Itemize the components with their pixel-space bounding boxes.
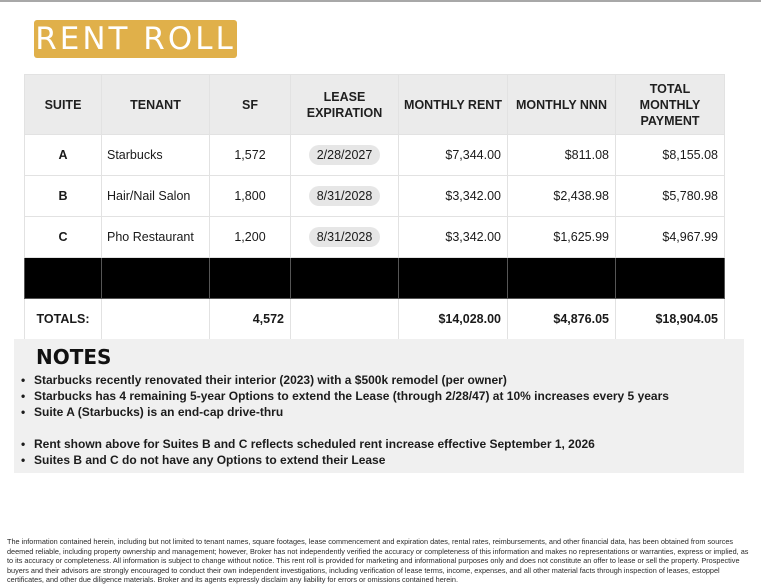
separator-cell — [102, 258, 210, 299]
header-total-monthly-payment: TOTAL MONTHLY PAYMENT — [616, 75, 725, 135]
separator-row — [25, 258, 725, 299]
rent-cell: $3,342.00 — [399, 217, 508, 258]
table-row — [25, 135, 725, 176]
total-cell: $5,780.98 — [616, 176, 725, 217]
totals-expiration-empty — [291, 299, 399, 340]
sf-cell: 1,200 — [210, 217, 291, 258]
totals-row — [25, 299, 725, 340]
separator-cell — [399, 258, 508, 299]
suite-cell: A — [25, 135, 102, 176]
table-row — [25, 176, 725, 217]
bullet-icon: • — [21, 373, 26, 387]
expiration-cell — [291, 176, 399, 217]
notes-panel — [14, 339, 744, 473]
nnn-cell: $2,438.98 — [508, 176, 616, 217]
notes-list — [20, 372, 669, 468]
note-text: Rent shown above for Suites B and C reflects scheduled rent increase effective September 1, 2026 — [34, 437, 595, 451]
note-text: Starbucks has 4 remaining 5-year Options to extend the Lease (through 2/28/47) at 10% increases every 5 years — [34, 389, 669, 403]
expiration-pill: 8/31/2028 — [309, 186, 381, 206]
header-suite: SUITE — [25, 75, 102, 135]
note-item — [20, 372, 669, 388]
note-spacer — [20, 420, 669, 436]
notes-heading: NOTES — [36, 345, 112, 369]
separator-cell — [616, 258, 725, 299]
note-item — [20, 404, 669, 420]
sf-cell: 1,800 — [210, 176, 291, 217]
totals-tenant-empty — [102, 299, 210, 340]
total-cell: $4,967.99 — [616, 217, 725, 258]
bullet-icon: • — [21, 453, 26, 467]
top-divider — [0, 0, 761, 2]
bullet-icon: • — [21, 437, 26, 451]
disclaimer-text: The information contained herein, including but not limited to tenant names, square footages, lease commencement and expiration dates, rental rates, reimbursements, and other financial data, has been obtained from sources deemed reliable, including property ownership and management; however, Broker has not independently verified the accuracy or completeness of this information and makes no representations or warranties, express or implied, as to its accuracy or completeness. All information is subject to change without notice. This rent roll is provided for marketing and informational purposes only and does not constitute an offer to lease or sell the property. Prospective buyers and their advisors are strongly encouraged to conduct their own independent investigations, including verification of lease terms, income, expenses, and all other material facts through inspection of leases, estoppel certificates, and other due diligence materials. Broker and its agents expressly disclaim any liability for errors or omissions contained herein. — [7, 537, 749, 585]
sf-cell: 1,572 — [210, 135, 291, 176]
totals-nnn: $4,876.05 — [508, 299, 616, 340]
note-text: Suite A (Starbucks) is an end-cap drive-thru — [34, 405, 284, 419]
table-header-row — [25, 75, 725, 135]
separator-cell — [508, 258, 616, 299]
note-item — [20, 388, 669, 404]
header-sf: SF — [210, 75, 291, 135]
note-text: Starbucks recently renovated their interior (2023) with a $500k remodel (per owner) — [34, 373, 507, 387]
bullet-icon: • — [21, 405, 26, 419]
rent-roll-table — [24, 74, 725, 340]
totals-sf: 4,572 — [210, 299, 291, 340]
totals-total: $18,904.05 — [616, 299, 725, 340]
note-text: Suites B and C do not have any Options to extend their Lease — [34, 453, 386, 467]
note-item — [20, 436, 669, 452]
separator-cell — [210, 258, 291, 299]
totals-rent: $14,028.00 — [399, 299, 508, 340]
note-item — [20, 452, 669, 468]
bullet-icon: • — [21, 389, 26, 403]
tenant-cell: Starbucks — [102, 135, 210, 176]
header-monthly-rent: MONTHLY RENT — [399, 75, 508, 135]
tenant-cell: Pho Restaurant — [102, 217, 210, 258]
rent-cell: $7,344.00 — [399, 135, 508, 176]
tenant-cell: Hair/Nail Salon — [102, 176, 210, 217]
nnn-cell: $1,625.99 — [508, 217, 616, 258]
expiration-pill: 2/28/2027 — [309, 145, 381, 165]
header-lease-expiration: LEASE EXPIRATION — [291, 75, 399, 135]
expiration-pill: 8/31/2028 — [309, 227, 381, 247]
rent-cell: $3,342.00 — [399, 176, 508, 217]
separator-cell — [25, 258, 102, 299]
header-tenant: TENANT — [102, 75, 210, 135]
totals-label: TOTALS: — [25, 299, 102, 340]
separator-cell — [291, 258, 399, 299]
nnn-cell: $811.08 — [508, 135, 616, 176]
suite-cell: C — [25, 217, 102, 258]
total-cell: $8,155.08 — [616, 135, 725, 176]
header-monthly-nnn: MONTHLY NNN — [508, 75, 616, 135]
suite-cell: B — [25, 176, 102, 217]
table-row — [25, 217, 725, 258]
expiration-cell — [291, 135, 399, 176]
expiration-cell — [291, 217, 399, 258]
page-title: RENT ROLL — [35, 21, 236, 57]
